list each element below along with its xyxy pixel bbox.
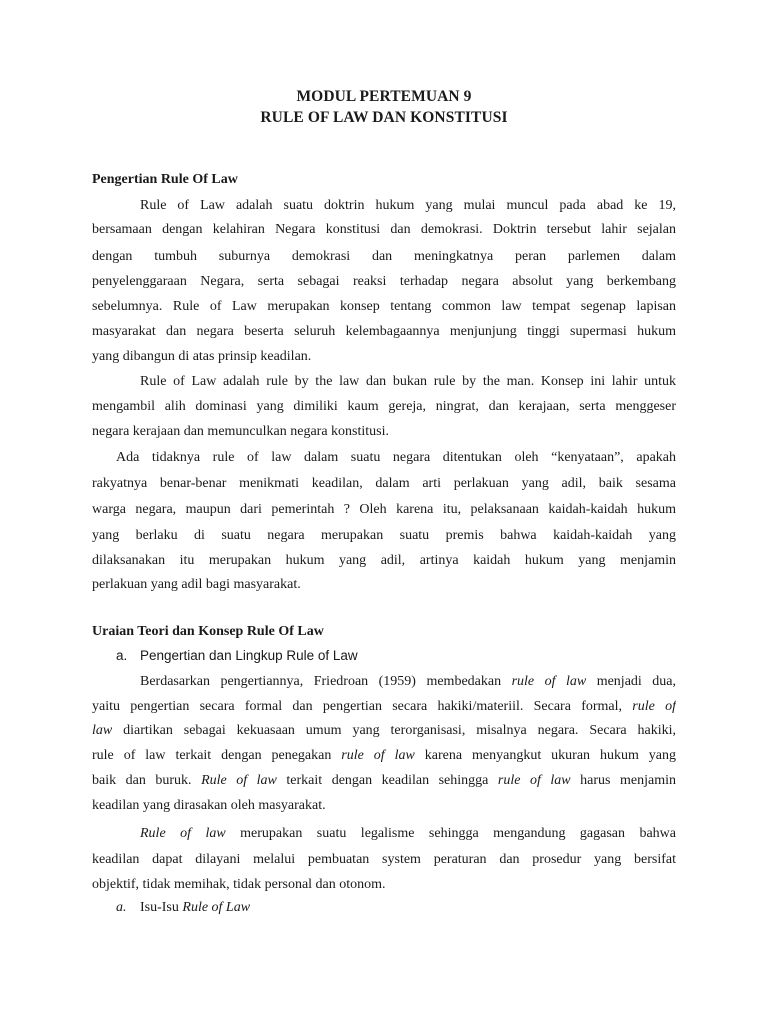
paragraph-line: keadilan yang dirasakan oleh masyarakat. <box>92 798 326 813</box>
paragraph-line: Rule of Law adalah rule by the law dan bukan rule by the man. Konsep ini lahir untuk <box>140 374 676 389</box>
paragraph-line: masyarakat dan negara beserta seluruh kelembagaannya menjunjung tinggi supermasi hukum <box>92 324 676 339</box>
paragraph-line: negara kerajaan dan memunculkan negara konstitusi. <box>92 424 389 439</box>
paragraph-line: penyelenggaraan Negara, serta sebagai reaksi terhadap negara absolut yang berkembang <box>92 274 676 289</box>
subsection-b-label-italic: Rule of Law <box>182 900 251 915</box>
paragraph-line: yang berlaku di suatu negara merupakan suatu premis bahwa kaidah-kaidah yang <box>92 528 676 543</box>
paragraph-line: Rule of law merupakan suatu legalisme sehingga mengandung gagasan bahwa <box>140 826 676 841</box>
subsection-b <box>116 898 250 918</box>
paragraph-line: keadilan dapat dilayani melalui pembuatan system peraturan dan prosedur yang bersifat <box>92 852 676 867</box>
document-title: RULE OF LAW DAN KONSTITUSI <box>260 109 508 126</box>
paragraph-line: dilaksanakan itu merupakan hukum yang adil, artinya kaidah hukum yang menjamin <box>92 553 676 568</box>
paragraph-line: baik dan buruk. Rule of law terkait dengan keadilan sehingga rule of law harus menjamin <box>92 773 676 788</box>
paragraph-line: yaitu pengertian secara formal dan pengertian secara hakiki/materiil. Secara formal, rule of <box>92 699 676 714</box>
module-title: MODUL PERTEMUAN 9 <box>296 88 472 105</box>
paragraph-line: yang dibangun di atas prinsip keadilan. <box>92 349 312 364</box>
paragraph-line: Rule of Law adalah suatu doktrin hukum yang mulai muncul pada abad ke 19, <box>140 198 676 213</box>
paragraph-line: perlakuan yang adil bagi masyarakat. <box>92 577 301 592</box>
section-heading-pengertian: Pengertian Rule Of Law <box>92 172 238 187</box>
subsection-a-label: Pengertian dan Lingkup Rule of Law <box>140 648 358 663</box>
paragraph-line: law diartikan sebagai kekuasaan umum yang terorganisasi, misalnya negara. Secara hakiki, <box>92 723 676 738</box>
list-marker: a. <box>116 648 128 663</box>
list-marker: a. <box>116 900 127 915</box>
paragraph-line: Berdasarkan pengertiannya, Friedroan (1959) membedakan rule of law menjadi dua, <box>140 674 676 689</box>
paragraph-line: bersamaan dengan kelahiran Negara konstitusi dan demokrasi. Doktrin tersebut lahir sejalan <box>92 222 676 237</box>
paragraph-line: warga negara, maupun dari pemerintah ? Oleh karena itu, pelaksanaan kaidah-kaidah hukum <box>92 502 676 517</box>
paragraph-line: Ada tidaknya rule of law dalam suatu negara ditentukan oleh “kenyataan”, apakah <box>116 450 676 465</box>
subsection-a <box>116 646 358 666</box>
subsection-b-label: Isu-Isu <box>140 900 183 915</box>
paragraph-line: rule of law terkait dengan penegakan rule of law karena menyangkut ukuran hukum yang <box>92 748 676 763</box>
paragraph-line: dengan tumbuh suburnya demokrasi dan meningkatnya peran parlemen dalam <box>92 249 676 264</box>
paragraph-line: objektif, tidak memihak, tidak personal dan otonom. <box>92 877 386 892</box>
paragraph-line: sebelumnya. Rule of Law merupakan konsep tentang common law tempat segenap lapisan <box>92 299 676 314</box>
paragraph-line: rakyatnya benar-benar menikmati keadilan, dalam arti perlakuan yang adil, baik sesama <box>92 476 676 491</box>
paragraph-line: mengambil alih dominasi yang dimiliki kaum gereja, ningrat, dan kerajaan, serta menggeser <box>92 399 676 414</box>
section-heading-uraian: Uraian Teori dan Konsep Rule Of Law <box>92 624 324 639</box>
